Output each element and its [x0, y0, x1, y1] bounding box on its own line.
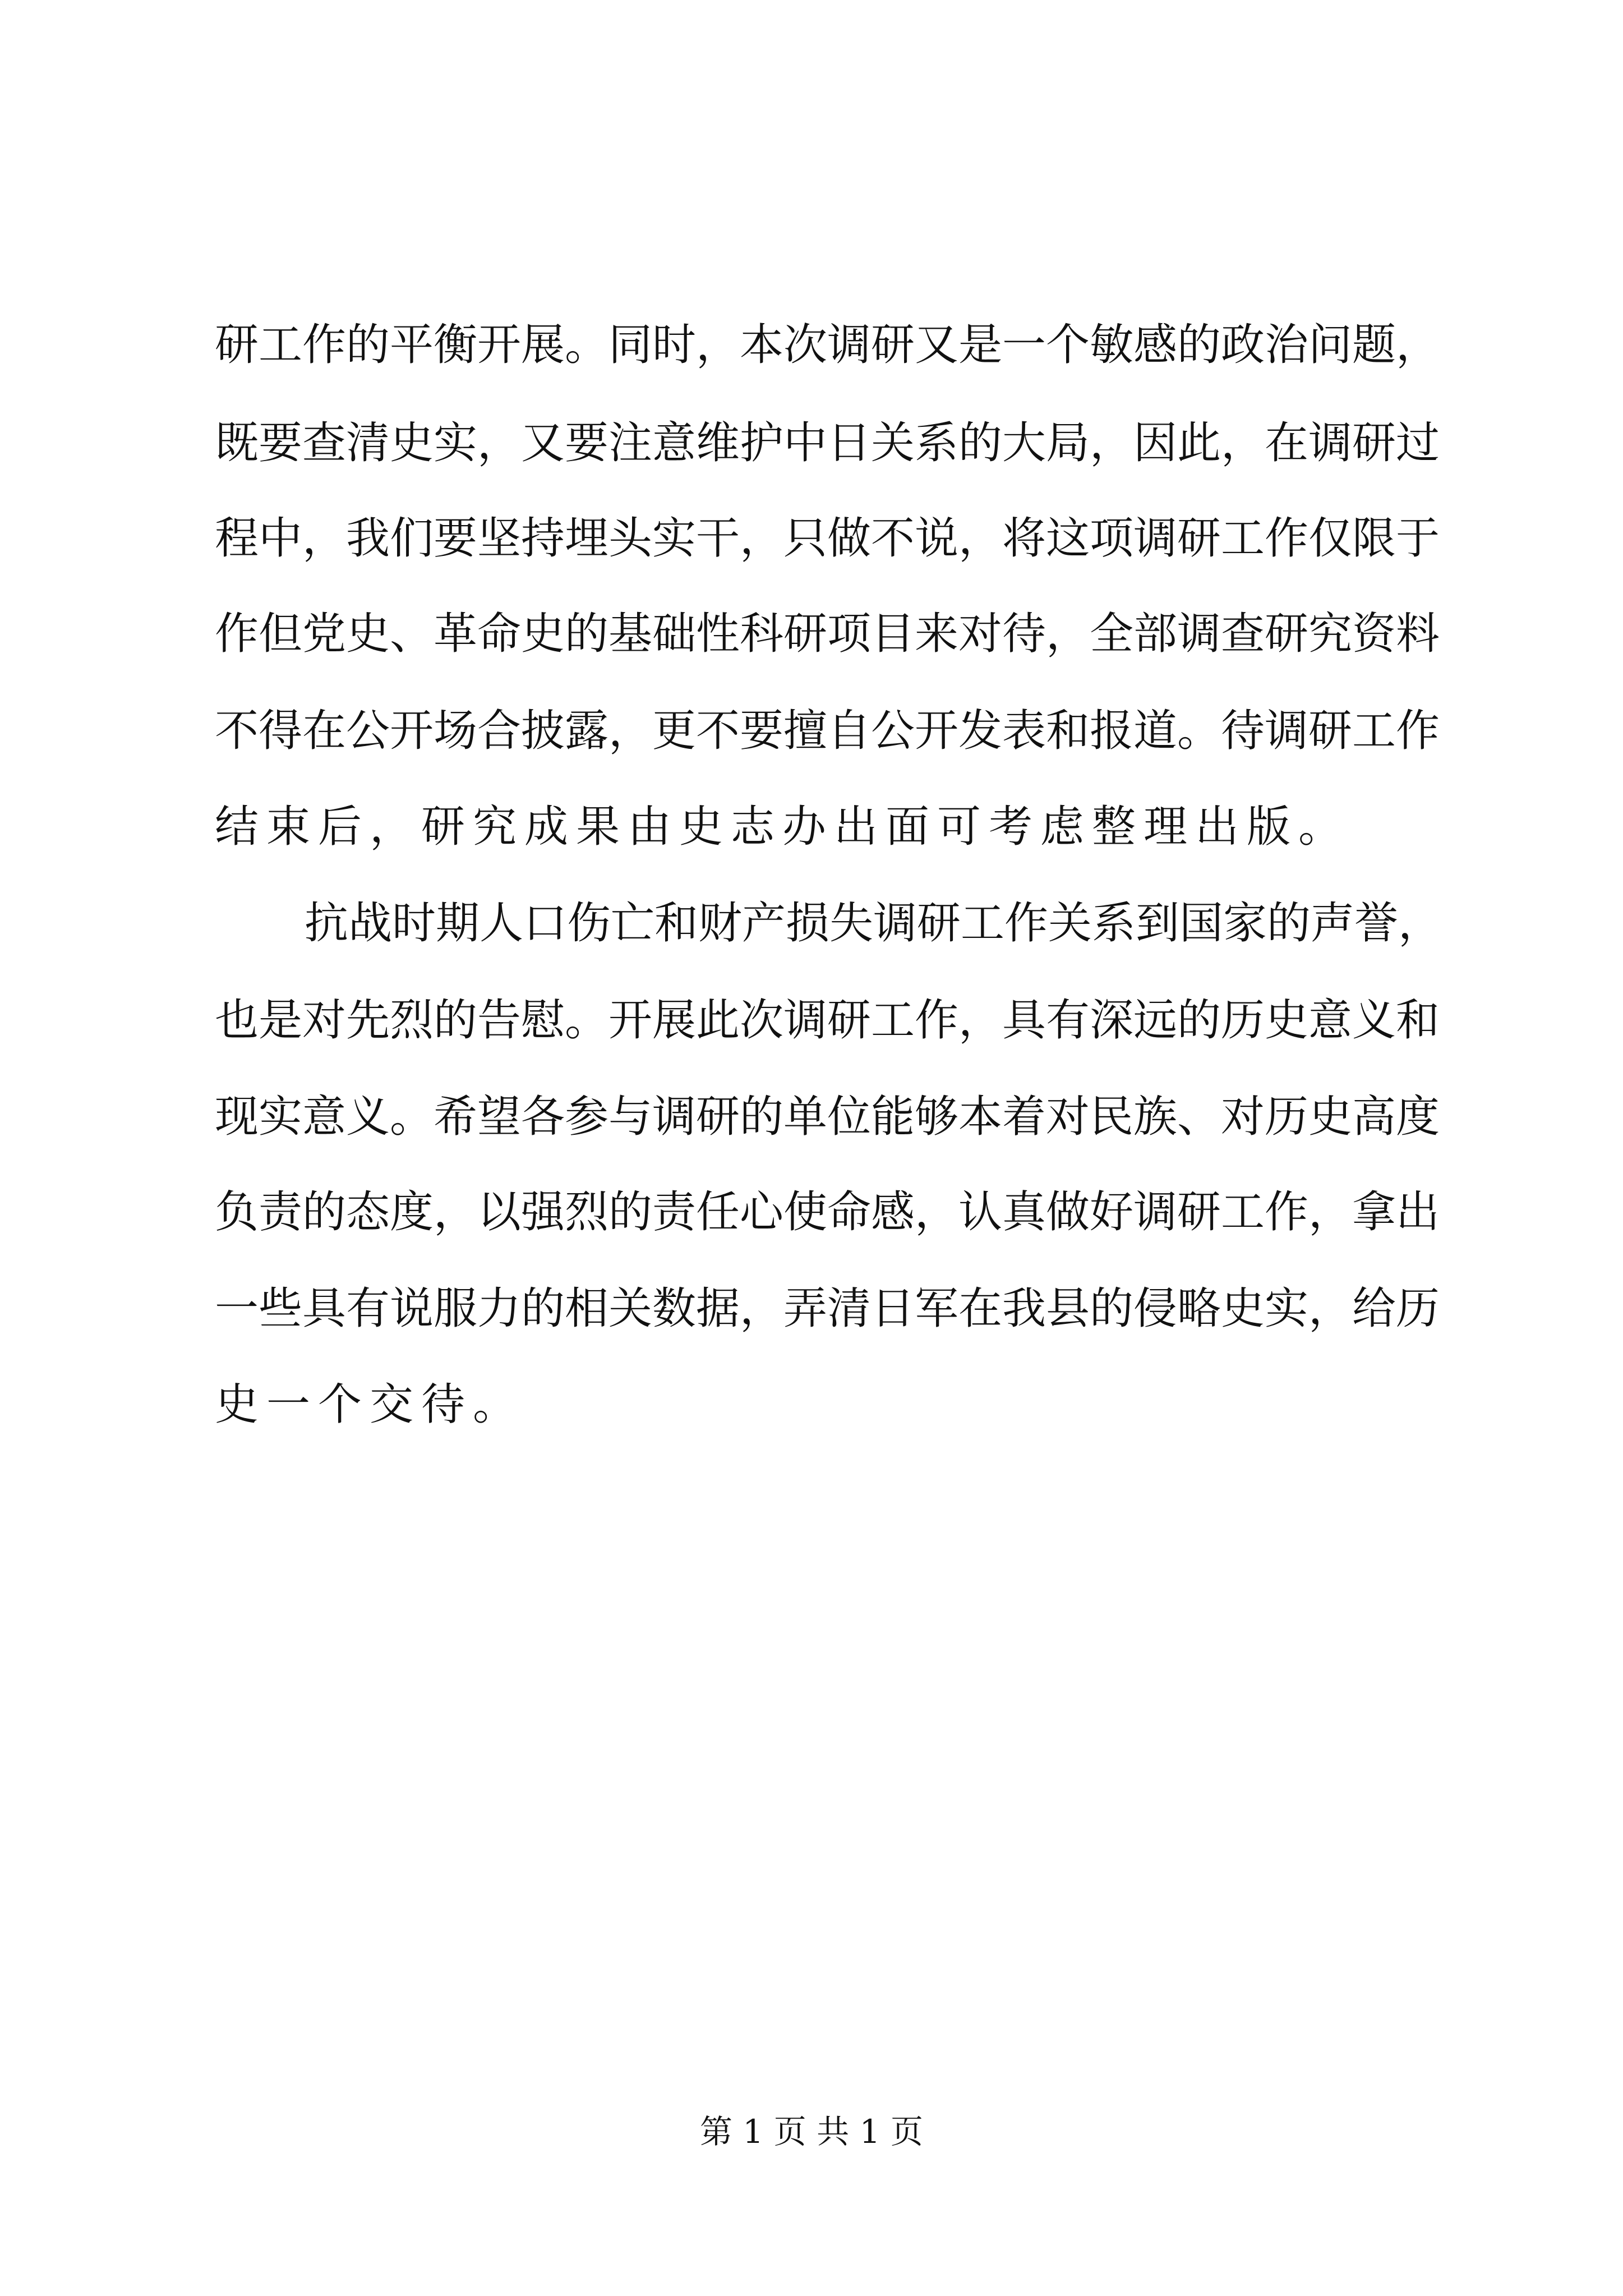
paragraph-2-line-4: 负责的态度，以强烈的责任心使命感，认真做好调研工作，拿出 — [215, 1187, 1440, 1237]
paragraph-2-line-6: 史一个交待。 — [215, 1379, 525, 1430]
paragraph-1-line-1: 研工作的平衡开展。同时，本次调研又是一个敏感的政治问题， — [215, 320, 1440, 370]
paragraph-1-line-6: 结束后，研究成果由史志办出面可考虑整理出版。 — [215, 802, 1350, 852]
paragraph-1-line-5: 不得在公开场合披露，更不要擅自公开发表和报道。待调研工作 — [215, 706, 1440, 756]
page-footer: 第 1 页 共 1 页 — [700, 2113, 923, 2151]
paragraph-1-line-4: 作但党史、革命史的基础性科研项目来对待，全部调查研究资料 — [215, 609, 1440, 659]
paragraph-2-line-2: 也是对先烈的告慰。开展此次调研工作，具有深远的历史意义和 — [215, 995, 1440, 1046]
paragraph-1-line-2: 既要查清史实，又要注意维护中日关系的大局，因此，在调研过 — [215, 418, 1440, 468]
paragraph-2-line-1: 抗战时期人口伤亡和财产损失调研工作关系到国家的声誉， — [305, 898, 1442, 949]
paragraph-2-line-3: 现实意义。希望各参与调研的单位能够本着对民族、对历史高度 — [215, 1092, 1440, 1142]
paragraph-2-line-5: 一些具有说服力的相关数据，弄清日军在我县的侵略史实，给历 — [215, 1283, 1440, 1334]
paragraph-1-line-3: 程中，我们要坚持埋头实干，只做不说，将这项调研工作仅限于 — [215, 513, 1440, 564]
